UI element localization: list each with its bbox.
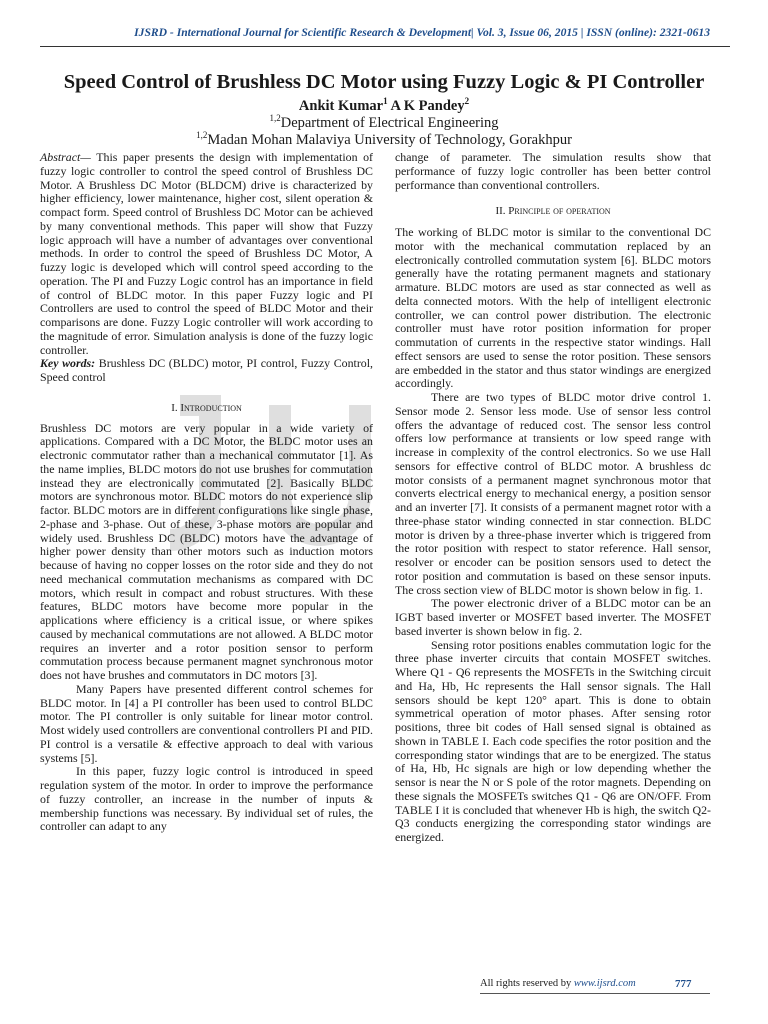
intro-paragraph-1: Brushless DC motors are very popular in a wide variety of applications. Compared with a DC Motor, the BLDC motor uses an electronic commutator rather than a mechanical commutator [1]. As the name implies, BLDC motors do not use brushes for commutation instead they are electronically commutated [2]. Basically BLDC motors are synchronous motor. BLDC motors do not experience slip factor. BLDC motors are in different configurations like single phase, 2-phase and 3-phase. Out of these, 3-phase motors are popular and widely used. Brushless DC (BLDC) motors have the advantage of higher power density than other motors such as induction motors because of having no copper losses on the rotor side and they do not need mechanical commutation mechanisms as compared with DC motors, which result in compact and robust structures. With these features, BLDC motors have become more popular in the applications where efficiency is a critical issue, or where spikes caused by mechanical commutations are not allowed. A BLDC motor requires an inverter and a rotor position sensor to perform commutation process because permanent magnet synchronous motor does not have brushes and commutators in DC motors [3]. (40, 420, 373, 682)
section-title: Principle of operation (508, 205, 611, 218)
footer-url-link[interactable]: www.ijsrd.com (573, 978, 636, 989)
header-rule (40, 46, 730, 47)
keywords-label: Key words: (40, 356, 96, 371)
principle-paragraph-1: The working of BLDC motor is similar to the conventional DC motor with the mechanical commutation replaced by an electronically controlled commutation system [6]. BLDC motors generally have the rotating permanent magnets and stationary armature. BLDC motors are used as star connected as well as delta connected motors. With the help of intelligent electronic controller, we can control power distribution. The electronic controller must have rotor position information for proper commutation of currents in the respective stator windings. Hall effect sensors are used to sense the rotor position. These sensors are embedded in the stator and thus stator windings are energized accordingly. (395, 225, 711, 391)
left-column (40, 151, 373, 834)
principle-paragraph-2: There are two types of BLDC motor drive control 1. Sensor mode 2. Sensor less mode. Use of sensor less control offers the advantage of reduced cost. The sensor less control offers low performance at transients or low speed range with increase in complexity of the control electronics. So we use Hall sensors for effective control of BLDC motor. A brushless dc motor consists of a permanent magnet synchronous motor that converts electrical energy to mechanical energy, a position sensor and an inverter [7]. It consists of a permanent magnet rotor with a three-phase stator winding connected in star connection. BLDC motor is driven by a three-phase inverter which is triggered from the rotor position with respect to stator reference. Hall sensor, resolver or encoder can be position sensors used to detect the rotor position and commutation is based on these sensor inputs. The cross section view of BLDC motor is shown below in fig. 1. (395, 390, 711, 597)
keywords-text: Brushless DC (BLDC) motor, PI control, Fuzzy Control, Speed control (40, 356, 374, 384)
footer-rights-text: All rights reserved by (480, 978, 574, 989)
affiliation-department (0, 113, 768, 132)
paper-authors (0, 96, 768, 115)
abstract-text: This paper presents the design with implementation of fuzzy logic controller to control the speed control of Brushless DC Motor. A Brushless DC Motor (BLDCM) drive is characterized by higher efficiency, lower maintenance, higher cost, silent operation & compact form. Speed control of Brushless DC Motor can be achieved by many conventional methods. This paper will show that Fuzzy logic approach will have a number of advantages over conventional methods. In order to control the speed of Brushless DC Motor, A fuzzy logic is developed which will control speed according to the operation. The PI and Fuzzy Logic control has an importance in field of control of BLDC motor. In this paper Fuzzy logic and PI Controllers are used to control the speed of BLDC Motor and their comparisons are done. Fuzzy Logic controller will work according to the magnitude of error. Simulation analysis is done of the fuzzy logic controller. (40, 150, 373, 357)
footer-rights (480, 978, 636, 989)
abstract-paragraph (40, 151, 373, 357)
affiliation-text: Madan Mohan Malaviya University of Technology, Gorakhpur (207, 131, 572, 148)
right-column (395, 151, 711, 845)
continued-paragraph: change of parameter. The simulation results show that performance of fuzzy logic controller has been better control performance than conventional controllers. (395, 150, 711, 192)
section-heading-principle (395, 205, 711, 219)
affiliation-superscript: 1,2 (269, 113, 281, 123)
paper-title: Speed Control of Brushless DC Motor using Fuzzy Logic & PI Controller (63, 71, 705, 93)
abstract-label: Abstract— (40, 150, 91, 164)
section-number: II. (495, 205, 506, 218)
section-number: I. (171, 401, 178, 414)
affiliation-superscript: 1,2 (196, 130, 208, 140)
author-superscript: 1 (383, 96, 388, 106)
intro-paragraph-3: In this paper, fuzzy logic control is introduced in speed regulation system of the motor. In order to improve the performance of fuzzy controller, an increase in the number of inputs & membership functions was necessary. By individual set of rules, the controller can adapt to any (40, 764, 373, 834)
affiliation-university (0, 130, 768, 149)
author-superscript: 2 (464, 96, 470, 106)
intro-paragraph-2: Many Papers have presented different control schemes for BLDC motor. In [4] a PI controller has been used to control BLDC motor. The PI controller is only suitable for linear motor control. Most widely used controllers are conventional controllers PI and PID. PI control is a versatile & effective approach to deal with various systems [5]. (40, 681, 373, 765)
author-name: Ankit Kumar (298, 97, 384, 114)
section-heading-introduction (40, 402, 373, 416)
principle-paragraph-3: The power electronic driver of a BLDC motor can be an IGBT based inverter or MOSFET based inverter. The MOSFET based inverter is shown below in fig. 2. (395, 596, 711, 638)
principle-paragraph-4: Sensing rotor positions enables commutation logic for the three phase inverter circuits that contain MOSFET switches. Where Q1 - Q6 represents the MOSFETs in the Switching circuit and Ha, Hb, Hc represents the Hall sensor signals. The Hall sensors should be kept 120° apart. This is done to obtain symmetrical operation of motor phases. After sensing rotor positions, three bit codes of Hall sensed signal is obtained as shown in TABLE I. Each code specifies the rotor position and the corresponding stator windings that are to be energized. The status of Ha, Hb, Hc signals are high or low depending whether the sensor is near the N or S pole of the rotor magnets. Depending on these signals the MOSFETs switches Q1 - Q6 are ON/OFF. From TABLE I it is concluded that whenever Hb is high, the switch Q2-Q3 conducts energizing the corresponding stator windings are energized. (395, 637, 711, 844)
page-number: 777 (675, 978, 692, 990)
journal-header: IJSRD - International Journal for Scientific Research & Development| Vol. 3, Issue 06, 2015 | ISSN (online): 2321-0613 (134, 26, 710, 39)
affiliation-text: Department of Electrical Engineering (280, 114, 499, 131)
footer-rule (480, 993, 710, 994)
keywords-paragraph (40, 357, 373, 385)
section-title: Introduction (180, 401, 242, 414)
author-name: A K Pandey (387, 97, 465, 114)
